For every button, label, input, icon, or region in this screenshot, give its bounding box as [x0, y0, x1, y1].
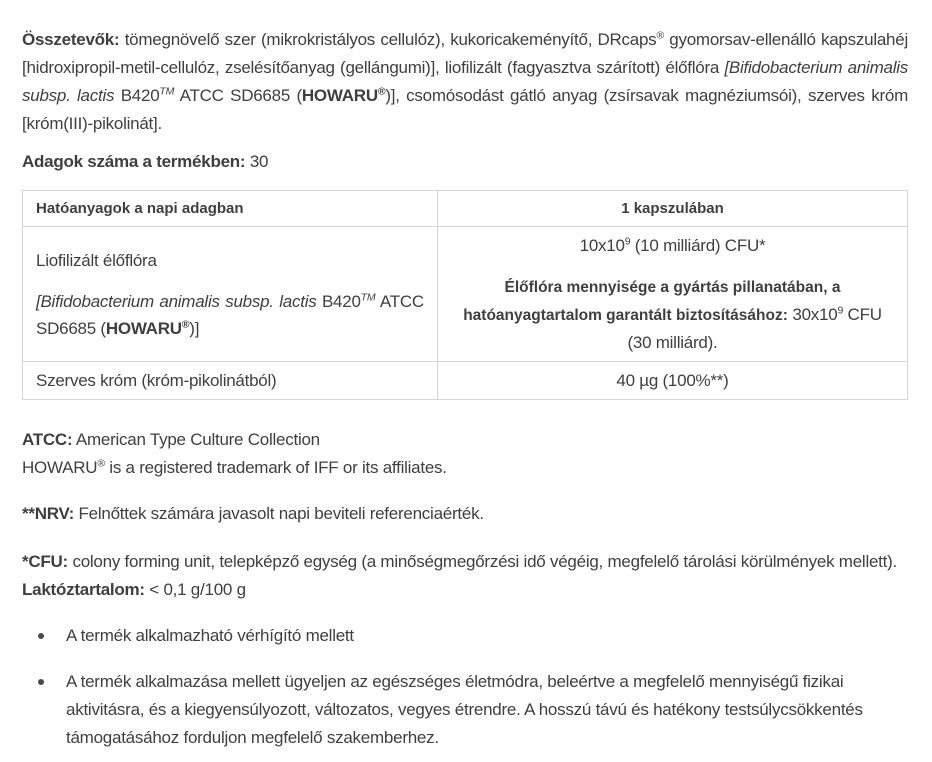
howaru-trademark-note: HOWARU® is a registered trademark of IFF or its affiliates. [22, 457, 447, 477]
live-flora-amount: $10x10^9$ (10 milliárd) CFU* [579, 235, 766, 255]
ingredients-paragraph: Összetevők: tömegnövelő szer (mikrokristályos cellulóz), kukoricakeményítő, DRcaps® gyomorsav-ellenálló kapszulahéj [hidroxipropil-metil-cellulóz, zselésítőanyag (gellángumi)], liofilizált (fagyasztva szárított) élőflóra [Bifidobacterium animalis subsp. lactis B420™ ATCC SD6685 (HOWARU®)], csomósodást gátló anyag (zsírsavak magnéziumsói), szerves króm [króm(III)-pikolinát]. [22, 29, 908, 133]
remark-blood-thinner: A termék alkalmazható vérhígító mellett [66, 626, 354, 645]
table-row-chromium [23, 362, 908, 400]
remark-healthy-lifestyle: A termék alkalmazása mellett ügyeljen az egészséges életmódra, beleértve a megfelelő mennyiségű fizikai aktivitásra, és a kiegyensúlyozott, változatos, vegyes étrendre. A hosszú távú és hatékony testsúlycsökkentés támogatásához forduljon megfelelő szakemberhez. [66, 672, 863, 747]
header-per-capsule: 1 kapszulában [437, 191, 907, 227]
live-flora-name-cell [23, 227, 438, 362]
table-row-live-flora [23, 227, 908, 362]
bullet-icon [38, 633, 44, 639]
nrv-note: **NRV: Felnőttek számára javasolt napi beviteli referenciaérték. [22, 504, 484, 523]
footnotes-section [22, 426, 908, 604]
live-flora-strain: [Bifidobacterium animalis subsp. lactis B420™ ATCC SD6685 (HOWARU®)] [36, 290, 424, 338]
atcc-note: ATCC: American Type Culture Collection [22, 430, 320, 449]
usage-remarks-list [22, 622, 908, 752]
facts-table-body [23, 227, 908, 400]
facts-table-header [23, 191, 908, 227]
table-header-row [23, 191, 908, 227]
cfu-note: *CFU: colony forming unit, telepképző egység (a minőségmegőrzési idő végéig, megfelelő tárolási körülmények mellett). [22, 552, 898, 571]
list-item [38, 622, 908, 650]
servings-count-line: Adagok száma a termékben: 30 [22, 152, 269, 171]
chromium-amount-cell: 40 µg (100%**) [437, 362, 907, 400]
live-flora-guarantee-note: Élőflóra mennyisége a gyártás pillanatában, a hatóanyagtartalom garantált biztosításához: $30x10^9$ CFU (30 milliárd). [463, 279, 882, 352]
bullet-icon [38, 679, 44, 685]
list-item [38, 668, 908, 752]
live-flora-name: Liofilizált élőflóra [36, 250, 157, 270]
header-active-ingredients: Hatóanyagok a napi adagban [23, 191, 438, 227]
live-flora-amount-cell [437, 227, 907, 362]
supplement-facts-table [22, 190, 908, 400]
chromium-name-cell: Szerves króm (króm-pikolinátból) [23, 362, 438, 400]
lactose-content-line: Laktóztartalom: < 0,1 g/100 g [22, 580, 246, 599]
